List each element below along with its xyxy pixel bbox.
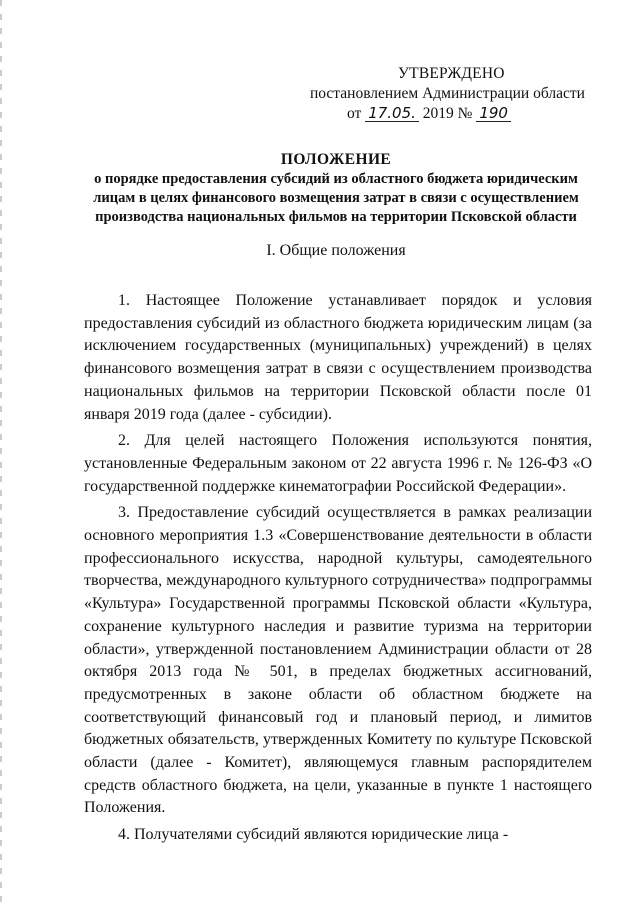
document-heading (76, 150, 596, 227)
paragraph-3: 3. Предоставление субсидий осуществляется в рамках реализации основного мероприятия 1.3 «Совершенствование деятельности в области профессионального искусства, народной культуры, самодеятельного творчества, международного культурного сотрудничества» подпрограммы «Культура» Государственной программы Псковской области «Культура, сохранение культурного наследия и развитие туризма на территории области», утвержденной постановлением Администрации области от 28 октября 2013 года № 501, в пределах бюджетных ассигнований, предусмотренных в законе области об областном бюджете на соответствующий финансовый год и плановый период, и лимитов бюджетных обязательств, утвержденных Комитету по культуре Псковской области (далее - Комитет), являющемуся главным распорядителем средств областного бюджета, на цели, указанные в пункте 1 настоящего Положения. (84, 504, 592, 817)
approval-date-line (310, 104, 590, 124)
from-label: от (347, 105, 362, 122)
document-subtitle: о порядке предоставления субсидий из областного бюджета юридическим лицам в целях финансового возмещения затрат в связи с осуществлением производства национальных фильмов на территории Псковской области (93, 171, 579, 225)
approval-stamp (310, 64, 590, 124)
year-text: 2019 № (422, 105, 473, 122)
scan-edge (0, 0, 2, 905)
document-title: ПОЛОЖЕНИЕ (280, 151, 392, 168)
document-body (84, 290, 592, 851)
paragraph-2: 2. Для целей настоящего Положения используются понятия, установленные Федеральным законом от 22 августа 1996 г. № 126-ФЗ «О государственной поддержке кинематографии Российской Федерации». (84, 432, 592, 495)
handwritten-date: 17.05. (365, 105, 419, 122)
approval-line: постановлением Администрации области (310, 85, 585, 102)
paragraph-1: 1. Настоящее Положение устанавливает порядок и условия предоставления субсидий из областного бюджета юридическим лицам (за исключением государственных (муниципальных) учреждений) в целях финансового возмещения затрат в связи с осуществлением производства национальных фильмов на территории Псковской области после 01 января 2019 года (далее - субсидии). (84, 292, 592, 423)
paragraph-4: 4. Получателями субсидий являются юридические лица - (118, 826, 509, 844)
approval-title: УТВЕРЖДЕНО (398, 65, 505, 82)
section-title: I. Общие положения (266, 242, 406, 259)
handwritten-number: 190 (476, 105, 511, 122)
